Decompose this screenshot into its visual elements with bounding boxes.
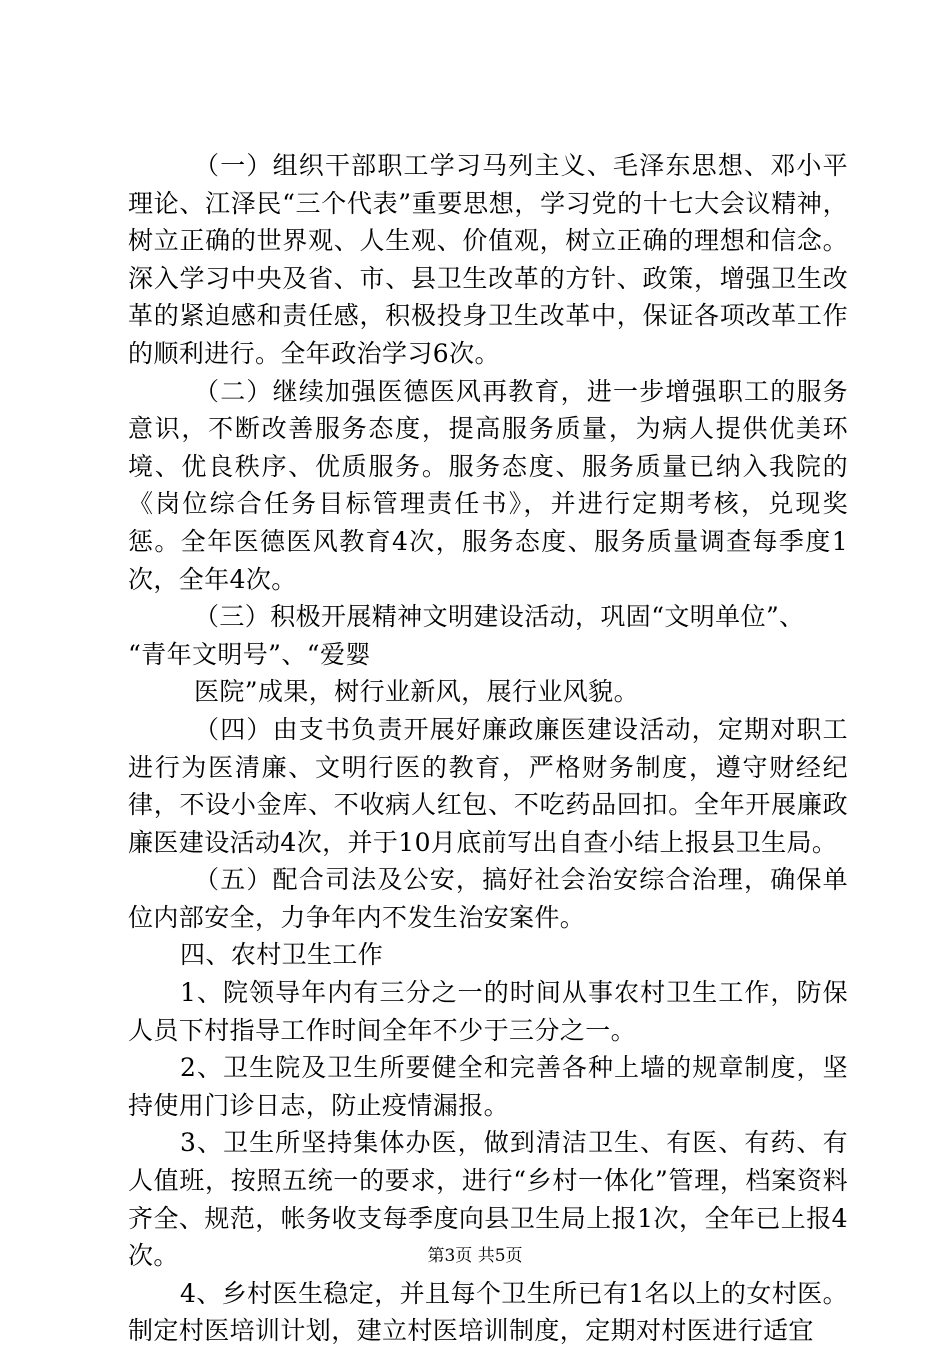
heading-rural-health: 四、农村卫生工作: [180, 940, 384, 970]
paragraph-item-4: 4、乡村医生稳定，并且每个卫生所已有1名以上的女村医。制定村医培训计划，建立村医培训制度，定期对村医进行适宜: [128, 1278, 848, 1346]
paragraph-section-3: （三）积极开展精神文明建设活动，巩固“文明单位”、: [194, 602, 805, 632]
paragraph-section-2: （二）继续加强医德医风再教育，进一步增强职工的服务意识，不断改善服务态度，提高服务质量，为病人提供优美环境、优良秩序、优质服务。服务态度、服务质量已纳入我院的《岗位综合任务目标管理责任书》，并进行定期考核，兑现奖惩。全年医德医风教育4次，服务态度、服务质量调查每季度1次，全年4次。: [128, 376, 848, 594]
paragraph-section-4: （四）由支书负责开展好廉政廉医建设活动，定期对职工进行为医清廉、文明行医的教育，严格财务制度，遵守财经纪律，不设小金库、不收病人红包、不吃药品回扣。全年开展廉政廉医建设活动4次，并于10月底前写出自查小结上报县卫生局。: [128, 714, 848, 857]
paragraph-item-3: 3、卫生所坚持集体办医，做到清洁卫生、有医、有药、有人值班，按照五统一的要求，进行“乡村一体化”管理，档案资料齐全、规范，帐务收支每季度向县卫生局上报1次，全年已上报4次。: [128, 1128, 848, 1271]
paragraph-item-2: 2、卫生院及卫生所要健全和完善各种上墙的规章制度，坚持使用门诊日志，防止疫情漏报。: [128, 1053, 848, 1120]
page-footer: [0, 1245, 950, 1267]
paragraph-section-3-line-3: 医院”成果，树行业新风，展行业风貌。: [194, 677, 639, 707]
paragraph-item-1: 1、院领导年内有三分之一的时间从事农村卫生工作，防保人员下村指导工作时间全年不少于三分之一。: [128, 978, 848, 1045]
document-body: [128, 147, 848, 1350]
page-number: 第3页 共5页: [427, 1246, 523, 1266]
paragraph-section-1: （一）组织干部职工学习马列主义、毛泽东思想、邓小平理论、江泽民“三个代表”重要思想，学习党的十七大会议精神，树立正确的世界观、人生观、价值观，树立正确的理想和信念。深入学习中央及省、市、县卫生改革的方针、政策，增强卫生改革的紧迫感和责任感，积极投身卫生改革中，保证各项改革工作的顺利进行。全年政治学习6次。: [128, 151, 848, 368]
paragraph-section-5: （五）配合司法及公安，搞好社会治安综合治理，确保单位内部安全，力争年内不发生治安案件。: [128, 865, 848, 932]
paragraph-section-3-line-2: “青年文明号”、“爱婴: [128, 639, 371, 669]
